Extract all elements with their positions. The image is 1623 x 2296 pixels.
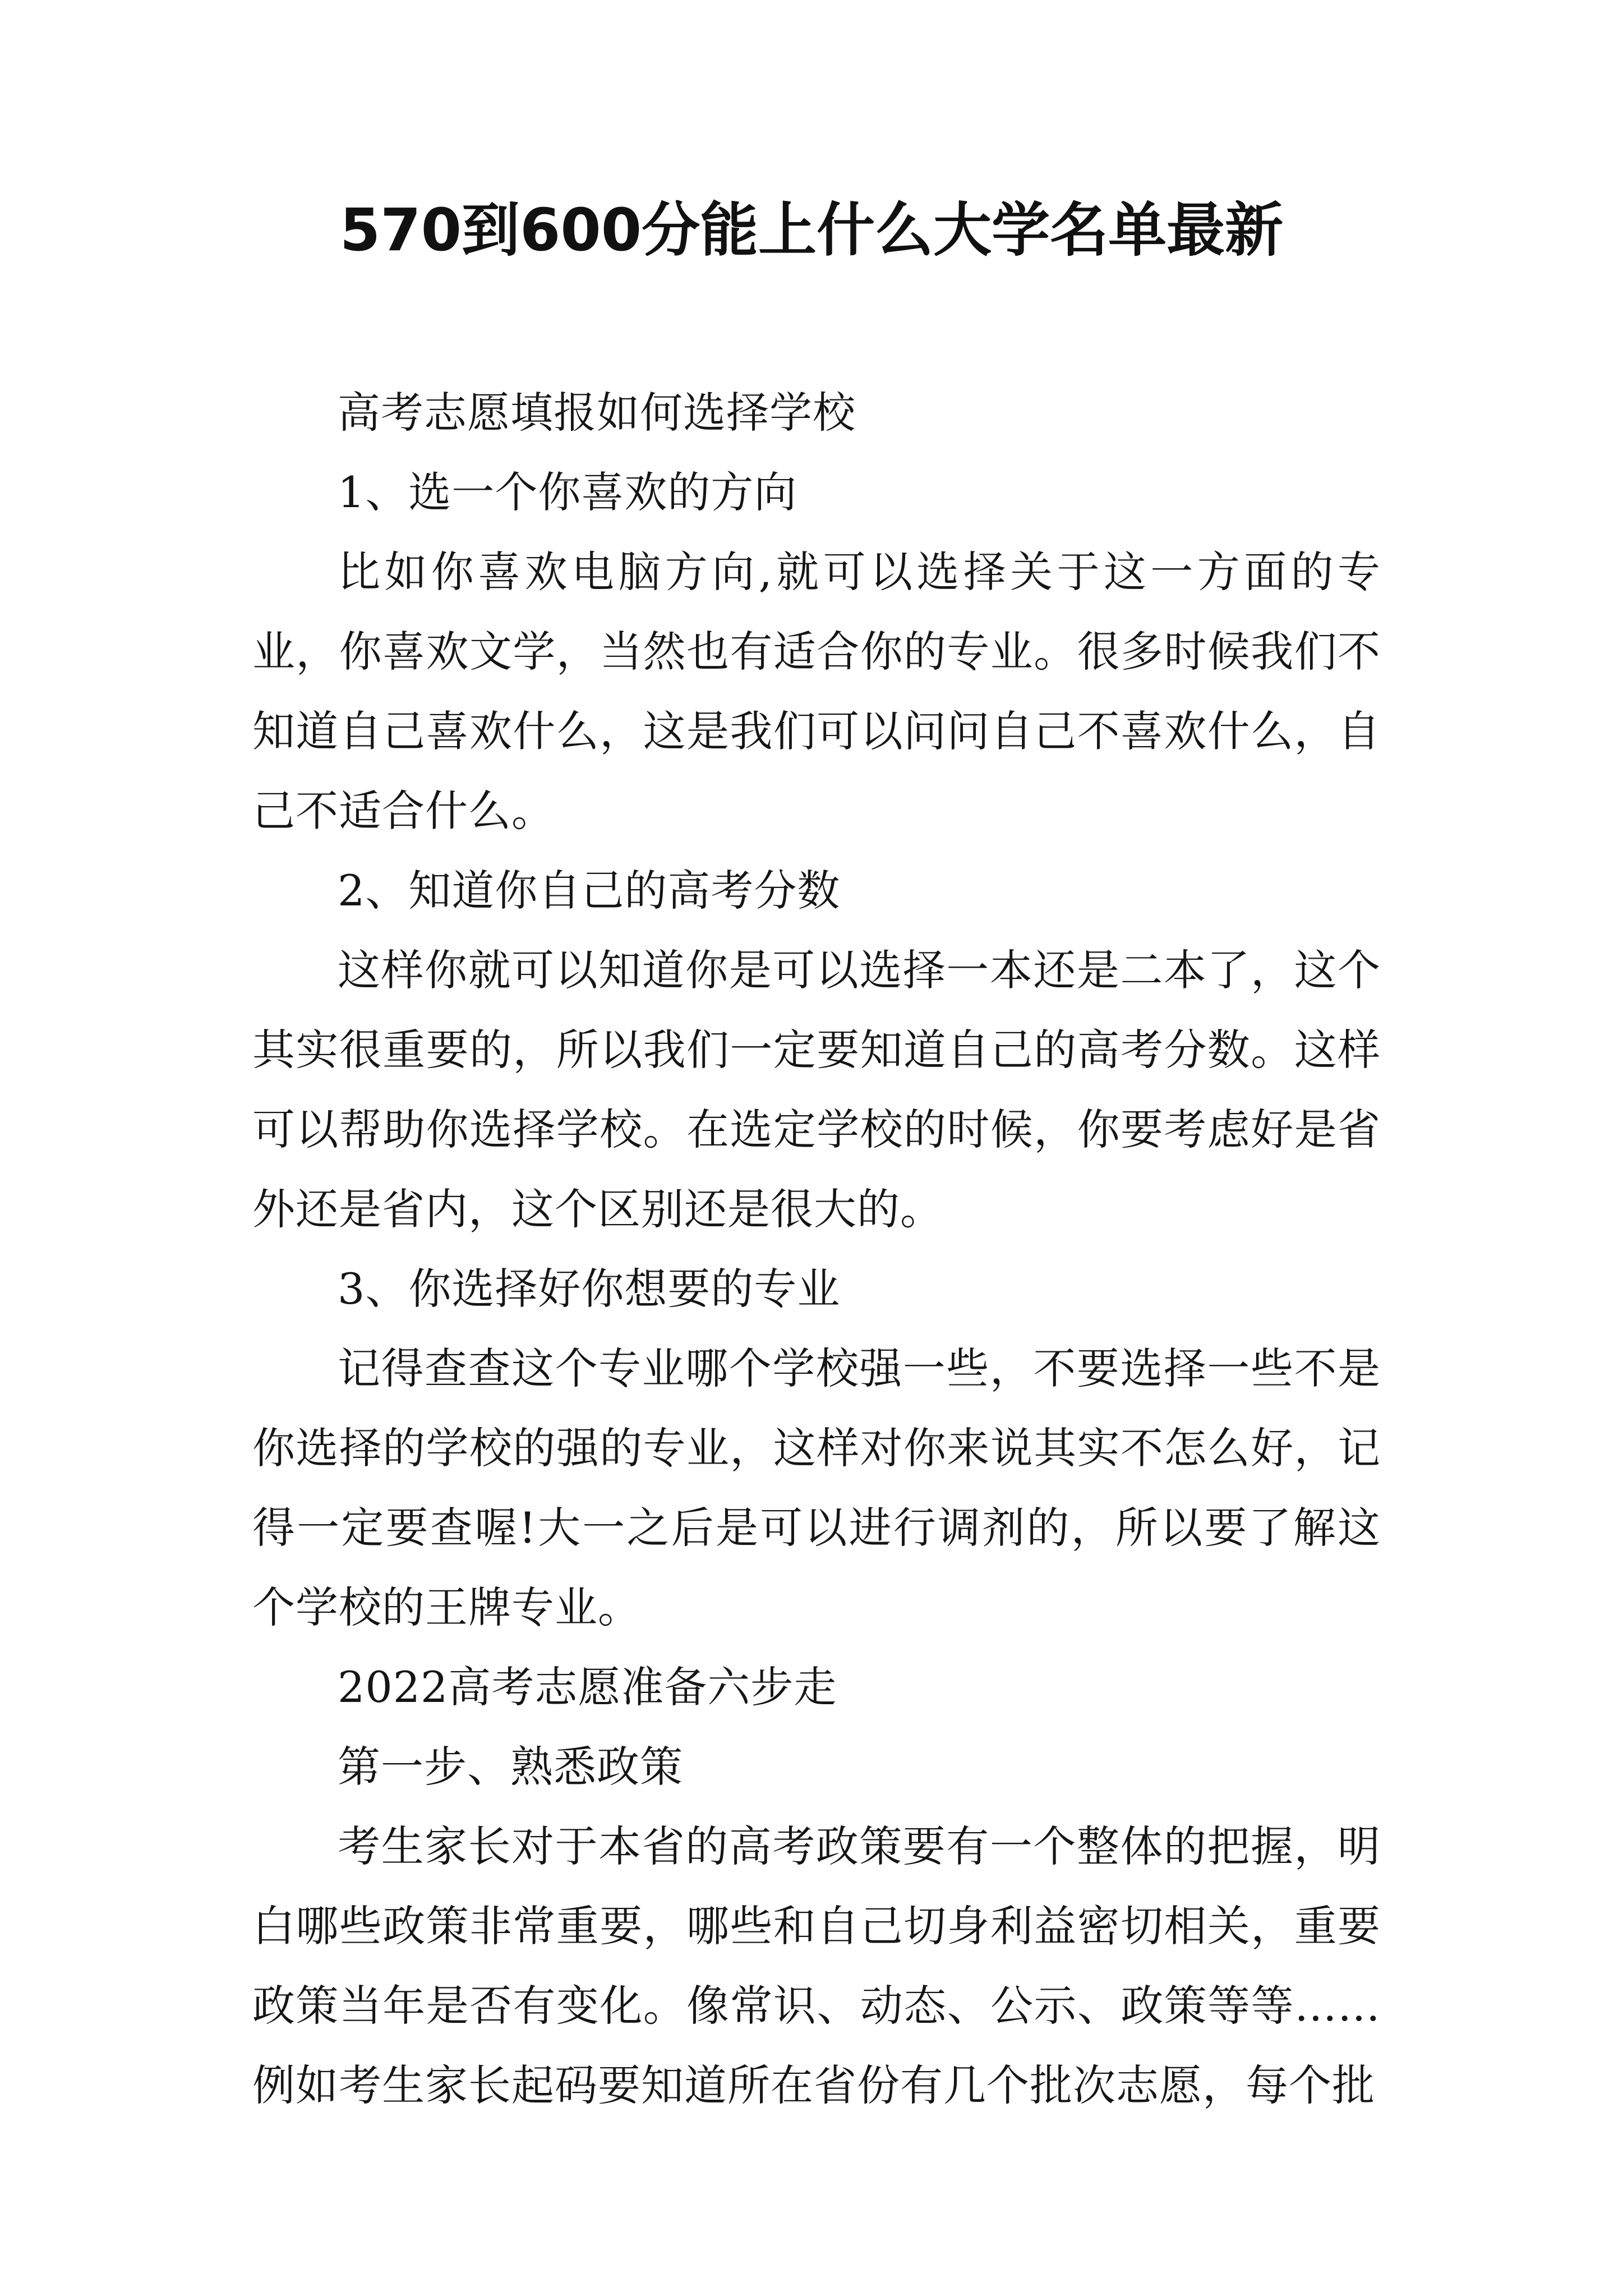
document-body <box>252 373 1381 2125</box>
paragraph-step-1-title: 1、选一个你喜欢的方向 <box>338 467 797 517</box>
paragraph-step-2-title: 2、知道你自己的高考分数 <box>338 866 841 915</box>
paragraph-step-3-title: 3、你选择好你想要的专业 <box>338 1264 841 1314</box>
paragraph-step-3-text: 记得查查这个专业哪个学校强一些，不要选择一些不是你选择的学校的强的专业，这样对你来说其实不怎么好，记得一定要查喔!大一之后是可以进行调剂的，所以要了解这个学校的王牌专业。 <box>252 1343 1381 1632</box>
paragraph-heading-choose-school: 高考志愿填报如何选择学校 <box>338 388 856 438</box>
paragraph-step-1-text: 比如你喜欢电脑方向,就可以选择关于这一方面的专业，你喜欢文学，当然也有适合你的专业。很多时候我们不知道自己喜欢什么，这是我们可以问问自己不喜欢什么，自己不适合什么。 <box>252 547 1381 836</box>
paragraph-first-step-title: 第一步、熟悉政策 <box>338 1742 683 1792</box>
paragraph-step-2-text: 这样你就可以知道你是可以选择一本还是二本了，这个其实很重要的，所以我们一定要知道自己的高考分数。这样可以帮助你选择学校。在选定学校的时候，你要考虑好是省外还是省内，这个区别还是很大的。 <box>252 945 1381 1234</box>
document-title: 570到600分能上什么大学名单最新 <box>339 196 1284 264</box>
paragraph-first-step-text: 考生家长对于本省的高考政策要有一个整体的把握，明白哪些政策非常重要，哪些和自己切身利益密切相关，重要政策当年是否有变化。像常识、动态、公示、政策等等……例如考生家长起码要知道所在省份有几个批次志愿，每个批 <box>252 1821 1381 2110</box>
paragraph-heading-six-steps: 2022高考志愿准备六步走 <box>338 1662 837 1712</box>
